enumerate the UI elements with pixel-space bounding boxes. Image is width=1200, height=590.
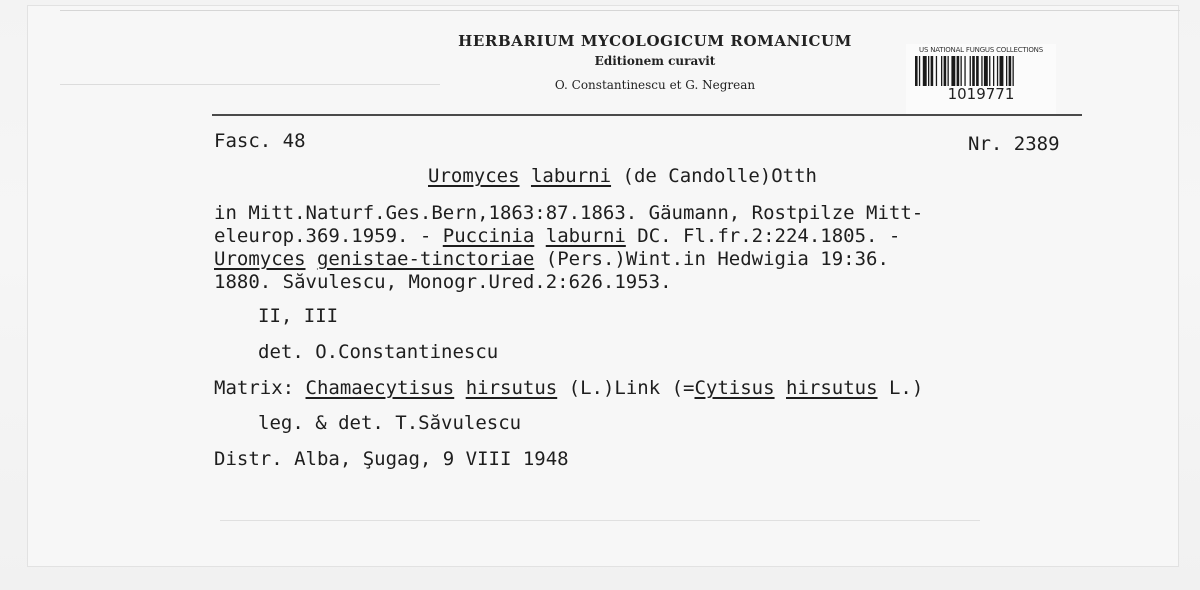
- bottom-faint-rule: [220, 520, 980, 521]
- label-header: [440, 30, 870, 96]
- faint-rule: [60, 84, 440, 85]
- barcode-icon: [913, 56, 1049, 86]
- host-synonym-author: L.): [877, 377, 924, 399]
- taxon-author: (de Candolle)Otth: [622, 165, 817, 187]
- synonym-species: laburni: [545, 225, 626, 247]
- locality-date: Distr. Alba, Şugag, 9 VIII 1948: [214, 448, 569, 470]
- taxon-genus: Uromyces: [428, 165, 520, 187]
- citation-line-1: in Mitt.Naturf.Ges.Bern,1863:87.1863. Gäumann, Rostpilze Mitt-: [214, 202, 924, 224]
- matrix-line: [214, 377, 923, 400]
- top-edge-line: [60, 10, 1180, 11]
- spore-stages: II, III: [258, 305, 339, 327]
- citation-text: DC. Fl.fr.2:224.1805. -: [625, 225, 901, 247]
- taxon-species: laburni: [530, 165, 612, 187]
- citation-text: eleurop.369.1959. -: [214, 225, 443, 247]
- taxon-name: [428, 165, 817, 188]
- synonym-genus: Uromyces: [214, 248, 306, 270]
- synonym-species: genistae-tinctoriae: [316, 248, 535, 270]
- barcode-number: 1019771: [947, 85, 1015, 103]
- host-synonym-genus: Cytisus: [694, 377, 775, 399]
- citation-line-4: 1880. Săvulescu, Monogr.Ured.2:626.1953.: [214, 271, 672, 293]
- specimen-number: Nr. 2389: [968, 133, 1060, 155]
- synonym-genus: Puccinia: [442, 225, 535, 247]
- header-rule: [212, 114, 1082, 116]
- barcode-label: [906, 44, 1056, 114]
- host-synonym-species: hirsutus: [786, 377, 878, 399]
- barcode-caption: US NATIONAL FUNGUS COLLECTIONS: [919, 46, 1043, 54]
- matrix-label: Matrix:: [214, 377, 306, 399]
- determiner: det. O.Constantinescu: [258, 341, 499, 363]
- host-author: (L.)Link (=: [557, 377, 695, 399]
- fascicle-number: Fasc. 48: [214, 130, 306, 152]
- herbarium-editors: O. Constantinescu et G. Negrean: [554, 78, 756, 92]
- citation-line-3: [214, 248, 889, 271]
- citation-line-2: [214, 225, 900, 248]
- collector: leg. & det. T.Săvulescu: [258, 412, 522, 434]
- herbarium-subtitle: Editionem curavit: [594, 54, 716, 68]
- herbarium-title: HERBARIUM MYCOLOGICUM ROMANICUM: [458, 32, 852, 50]
- host-genus: Chamaecytisus: [305, 377, 455, 399]
- citation-text: (Pers.)Wint.in Hedwigia 19:36.: [534, 248, 889, 270]
- host-species: hirsutus: [465, 377, 558, 399]
